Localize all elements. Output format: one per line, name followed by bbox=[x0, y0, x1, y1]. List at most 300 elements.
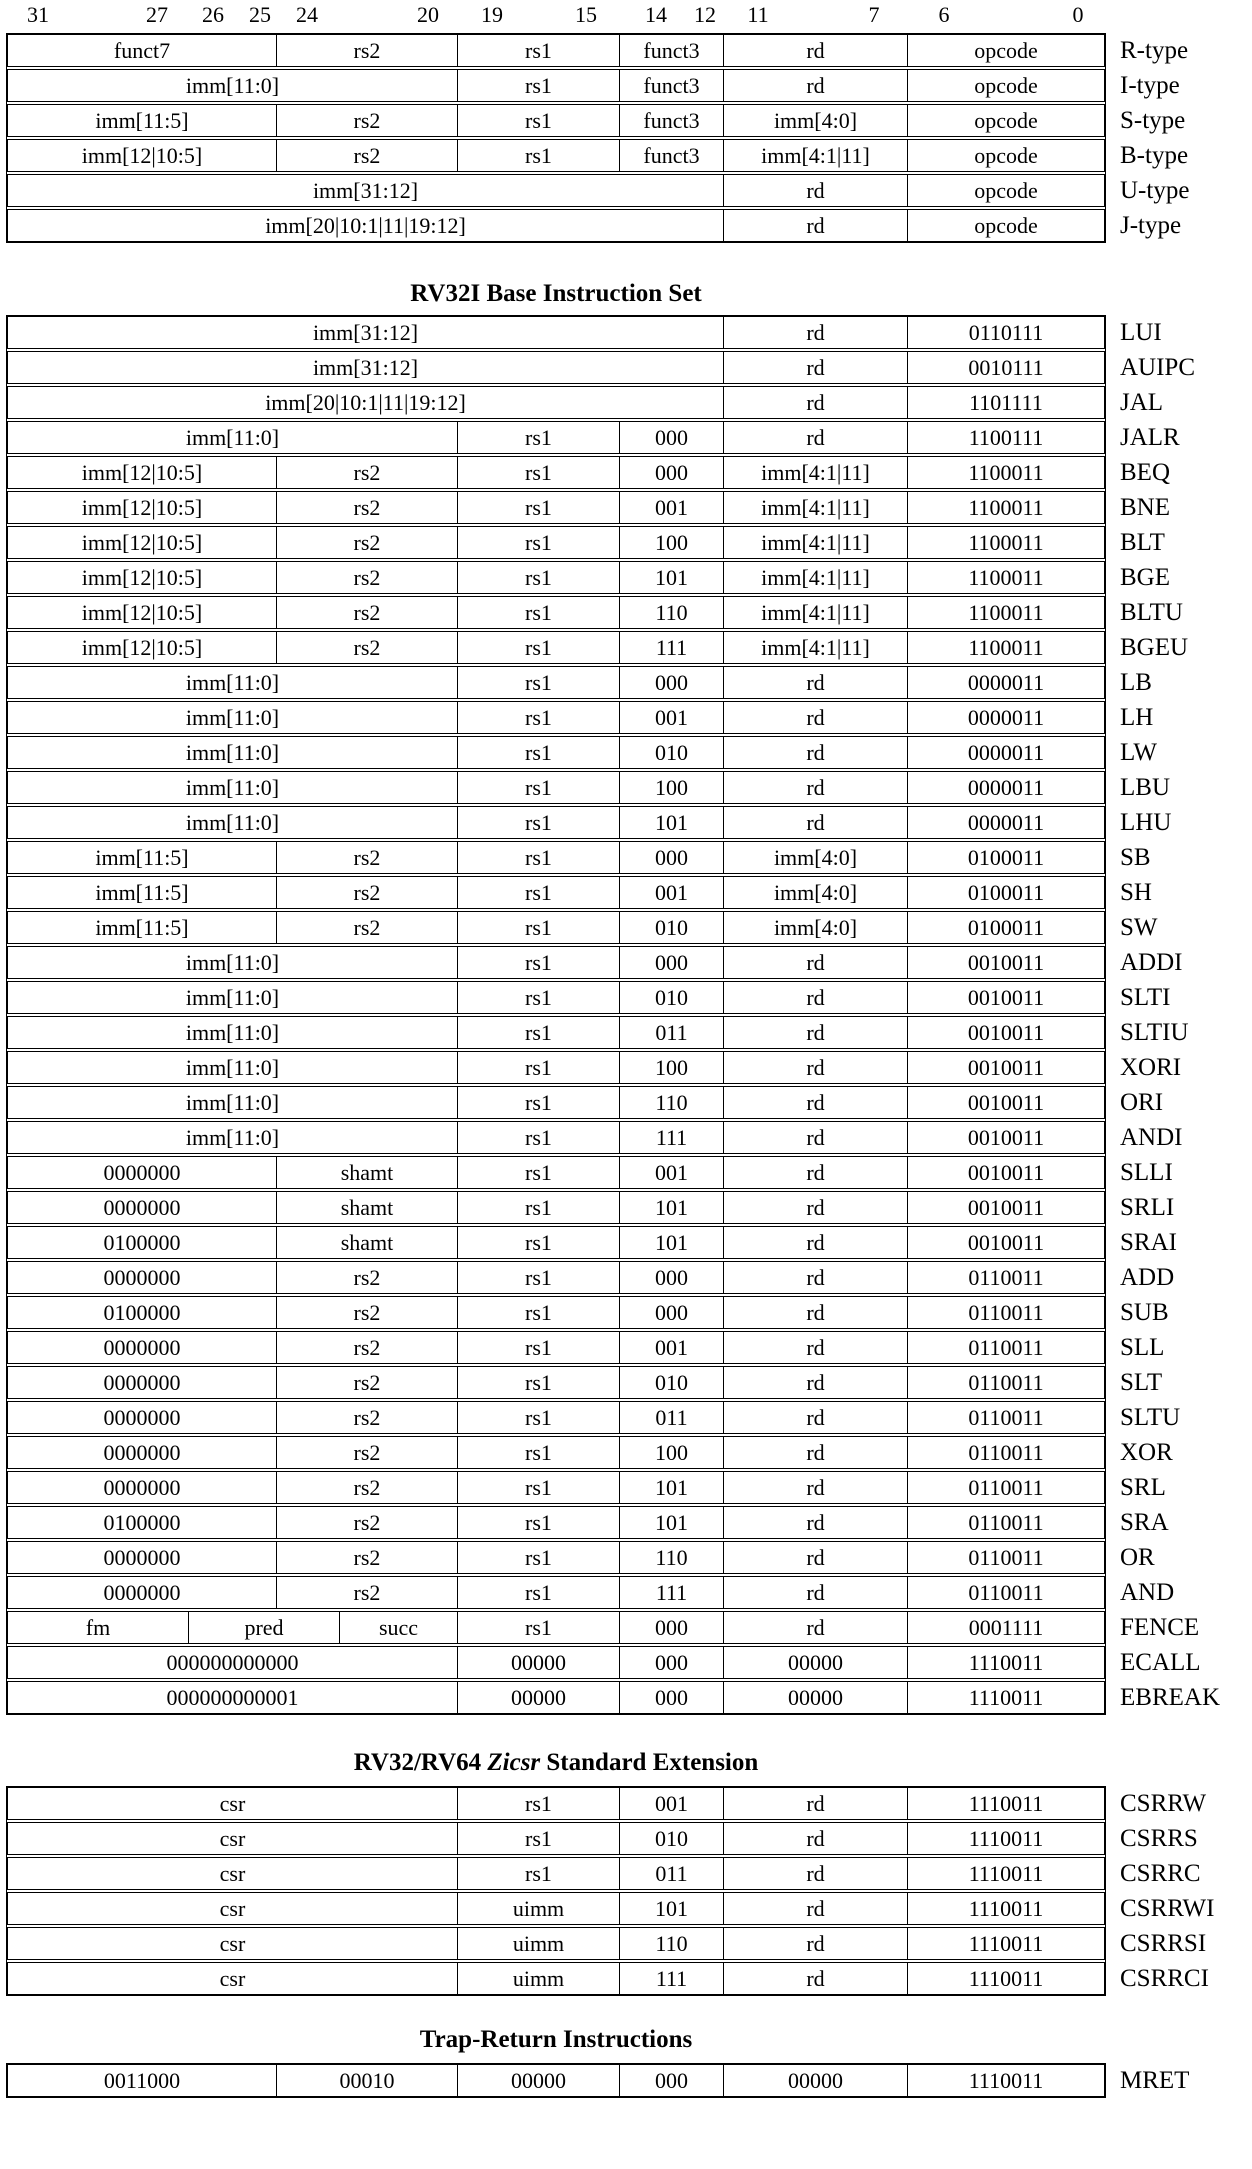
field-cell-op: 0000011 bbox=[907, 737, 1104, 768]
bit-tick-6: 6 bbox=[938, 2, 950, 27]
field-cell-f7: funct7 bbox=[113, 38, 171, 63]
field-cell-op: 0110011 bbox=[907, 1332, 1104, 1363]
field-cell-rd: rd bbox=[723, 1367, 907, 1398]
field-cell-rs1: rs1 bbox=[457, 1507, 619, 1538]
instruction-name-label: EBREAK bbox=[1120, 1684, 1220, 1711]
field-cell-f7: imm[12|10:5] bbox=[81, 143, 203, 168]
field-cell-rd: rd bbox=[723, 422, 907, 453]
field-cell-f7: 0011000 bbox=[103, 2068, 181, 2093]
field-cell-rs1: rs1 bbox=[457, 1788, 619, 1819]
field-cell-f7: imm[12|10:5] bbox=[81, 530, 203, 555]
field-cell-i12: imm[11:0] bbox=[185, 425, 280, 450]
field-cell-rs1: rs1 bbox=[457, 562, 619, 593]
instruction-tables bbox=[6, 33, 1220, 2098]
field-cell-f7: 0000000 bbox=[103, 1440, 181, 1465]
field-cell-rs2: 00010 bbox=[276, 2065, 457, 2096]
field-cell-op: 1110011 bbox=[907, 1682, 1104, 1713]
title-part: Trap-Return Instructions bbox=[419, 2026, 693, 2053]
field-cell-rs1: 00000 bbox=[457, 1682, 619, 1713]
field-cell-op: 1110011 bbox=[907, 1647, 1104, 1678]
field-cell-rd: rd bbox=[723, 387, 907, 418]
bit-position-ruler bbox=[0, 0, 1252, 33]
field-cell-op: 0010011 bbox=[907, 1017, 1104, 1048]
field-cell-rs2: rs2 bbox=[276, 527, 457, 558]
field-cell-rs1: rs1 bbox=[457, 1823, 619, 1854]
field-cell-op: 1110011 bbox=[907, 1928, 1104, 1959]
field-cell-rs1: rs1 bbox=[457, 422, 619, 453]
field-cell-op: opcode bbox=[907, 35, 1104, 66]
field-cell-rs1: rs1 bbox=[457, 492, 619, 523]
field-cell-rd: rd bbox=[723, 1612, 907, 1643]
bit-tick-12: 12 bbox=[694, 2, 716, 27]
field-cell-i20: imm[31:12] bbox=[312, 178, 419, 203]
field-cell-rs1: rs1 bbox=[457, 1402, 619, 1433]
instruction-name-label: SLTIU bbox=[1120, 1019, 1189, 1046]
field-cell-rs1: rs1 bbox=[457, 807, 619, 838]
instruction-name-label: SH bbox=[1120, 879, 1152, 906]
bit-tick-26: 26 bbox=[202, 2, 224, 27]
field-cell-op: 1100011 bbox=[907, 632, 1104, 663]
field-cell-rs2: rs2 bbox=[276, 1577, 457, 1608]
field-cell-rd: rd bbox=[723, 352, 907, 383]
instruction-row-sw bbox=[7, 911, 1158, 944]
instruction-name-label: CSRRCI bbox=[1120, 1965, 1209, 1992]
instruction-name-label: CSRRW bbox=[1120, 1790, 1207, 1817]
field-cell-f3: 001 bbox=[619, 492, 723, 523]
field-cell-rs2: rs2 bbox=[276, 1472, 457, 1503]
field-cell-op: 0110011 bbox=[907, 1437, 1104, 1468]
instruction-row-sub bbox=[7, 1296, 1169, 1329]
field-cell-f7: 0000000 bbox=[103, 1545, 181, 1570]
instruction-row-lb bbox=[7, 666, 1152, 699]
field-cell-rs2: rs2 bbox=[276, 1332, 457, 1363]
field-cell-f3: 110 bbox=[619, 1542, 723, 1573]
field-cell-rs1: rs1 bbox=[457, 140, 619, 171]
field-cell-f3: funct3 bbox=[619, 70, 723, 101]
field-cell-rs2: rs2 bbox=[276, 1437, 457, 1468]
field-cell-rs2: rs2 bbox=[276, 1542, 457, 1573]
field-cell-f3: funct3 bbox=[619, 140, 723, 171]
bit-tick-19: 19 bbox=[481, 2, 503, 27]
field-cell-rs2: rs2 bbox=[276, 912, 457, 943]
instruction-row-bge bbox=[7, 561, 1170, 594]
title-part: RV32/RV64 bbox=[353, 1749, 488, 1776]
field-cell-rs1: rs1 bbox=[457, 1017, 619, 1048]
field-cell-rs1: rs1 bbox=[457, 1122, 619, 1153]
field-cell-rd: rd bbox=[723, 1052, 907, 1083]
field-cell-op: 1100011 bbox=[907, 562, 1104, 593]
field-cell-rd: imm[4:0] bbox=[723, 912, 907, 943]
field-cell-rs1: rs1 bbox=[457, 912, 619, 943]
field-cell-rd: rd bbox=[723, 70, 907, 101]
field-cell-f7: imm[12|10:5] bbox=[81, 600, 203, 625]
field-cell-i12: 000000000001 bbox=[166, 1685, 299, 1710]
table-formats bbox=[6, 33, 1190, 243]
instruction-row-fence bbox=[7, 1611, 1200, 1644]
field-cell-rs1: rs1 bbox=[457, 947, 619, 978]
field-cell-op: 1100011 bbox=[907, 527, 1104, 558]
field-cell-rd: rd bbox=[723, 1157, 907, 1188]
field-cell-f3: 101 bbox=[619, 1227, 723, 1258]
instruction-row-csrrc bbox=[7, 1857, 1201, 1890]
field-cell-rd: imm[4:1|11] bbox=[723, 527, 907, 558]
instruction-name-label: LB bbox=[1120, 669, 1152, 696]
instruction-row-mret bbox=[7, 2064, 1190, 2097]
field-cell-i12: imm[11:0] bbox=[185, 985, 280, 1010]
field-cell-rd: rd bbox=[723, 807, 907, 838]
field-cell-f3: 001 bbox=[619, 1332, 723, 1363]
instruction-name-label: LBU bbox=[1120, 774, 1170, 801]
field-cell-op: 1100011 bbox=[907, 457, 1104, 488]
instruction-name-label: SUB bbox=[1120, 1299, 1169, 1326]
field-cell-f3: funct3 bbox=[619, 105, 723, 136]
field-cell-i12: imm[11:0] bbox=[185, 775, 280, 800]
instruction-row-jalr bbox=[7, 421, 1180, 454]
field-cell-rs2: rs2 bbox=[276, 1507, 457, 1538]
field-cell-rd: rd bbox=[723, 702, 907, 733]
field-cell-f3: 010 bbox=[619, 912, 723, 943]
table-rv32i bbox=[6, 315, 1220, 1715]
instruction-name-label: BEQ bbox=[1120, 459, 1170, 486]
field-cell-rs1: rs1 bbox=[457, 1052, 619, 1083]
field-cell-f3: 000 bbox=[619, 842, 723, 873]
field-cell-rs2: rs2 bbox=[276, 632, 457, 663]
field-cell-rd: rd bbox=[723, 1192, 907, 1223]
bit-tick-31: 31 bbox=[27, 2, 49, 27]
field-cell-rs1: rs1 bbox=[457, 1262, 619, 1293]
field-cell-rs1: rs1 bbox=[457, 597, 619, 628]
field-cell-op: 0010011 bbox=[907, 1122, 1104, 1153]
field-cell-f7: imm[11:5] bbox=[95, 845, 189, 870]
instruction-name-label: LUI bbox=[1120, 319, 1162, 346]
field-cell-rd: rd bbox=[723, 1297, 907, 1328]
instruction-name-label: AND bbox=[1120, 1579, 1175, 1606]
field-cell-op: 0110011 bbox=[907, 1262, 1104, 1293]
instruction-name-label: ADDI bbox=[1120, 949, 1183, 976]
field-cell-f3: 100 bbox=[619, 527, 723, 558]
instruction-name-label: J-type bbox=[1120, 212, 1182, 239]
field-cell-rs1: rs1 bbox=[457, 877, 619, 908]
field-cell-rd: rd bbox=[723, 1122, 907, 1153]
instruction-row-lhu bbox=[7, 806, 1172, 839]
instruction-name-label: ORI bbox=[1120, 1089, 1164, 1116]
field-cell-rd: rd bbox=[723, 1542, 907, 1573]
field-cell-op: 0000011 bbox=[907, 667, 1104, 698]
field-cell-i12: imm[11:0] bbox=[185, 1090, 280, 1115]
bit-tick-7: 7 bbox=[868, 2, 880, 27]
field-cell-op: 0000011 bbox=[907, 772, 1104, 803]
instruction-row-r-type bbox=[7, 34, 1189, 67]
field-cell-succ: succ bbox=[339, 1612, 457, 1643]
instruction-name-label: SRL bbox=[1120, 1474, 1166, 1501]
field-cell-pred: pred bbox=[188, 1612, 339, 1643]
field-cell-rd: rd bbox=[723, 737, 907, 768]
field-cell-rs2: rs2 bbox=[276, 842, 457, 873]
bit-tick-0: 0 bbox=[1072, 2, 1084, 27]
field-cell-op: opcode bbox=[907, 105, 1104, 136]
field-cell-rd: rd bbox=[723, 1963, 907, 1994]
field-cell-i12: csr bbox=[219, 1931, 246, 1956]
field-cell-rd: rd bbox=[723, 175, 907, 206]
field-cell-rd: rd bbox=[723, 1332, 907, 1363]
field-cell-op: 0110011 bbox=[907, 1542, 1104, 1573]
field-cell-op: 1101111 bbox=[907, 387, 1104, 418]
field-cell-f3: 101 bbox=[619, 562, 723, 593]
instruction-name-label: ECALL bbox=[1120, 1649, 1201, 1676]
instruction-name-label: LW bbox=[1120, 739, 1158, 766]
field-cell-rs2: rs2 bbox=[276, 1367, 457, 1398]
field-cell-f7: imm[11:5] bbox=[95, 108, 189, 133]
field-cell-rs1: rs1 bbox=[457, 667, 619, 698]
field-cell-f3: 000 bbox=[619, 1612, 723, 1643]
instruction-row-b-type bbox=[7, 139, 1189, 172]
instruction-row-lh bbox=[7, 701, 1154, 734]
title-part: RV32I Base Instruction Set bbox=[410, 280, 702, 307]
field-cell-i20: imm[31:12] bbox=[312, 355, 419, 380]
instruction-name-label: BGE bbox=[1120, 564, 1170, 591]
field-cell-op: 0110011 bbox=[907, 1577, 1104, 1608]
bit-tick-20: 20 bbox=[417, 2, 439, 27]
instruction-name-label: JALR bbox=[1120, 424, 1180, 451]
field-cell-rs2: shamt bbox=[276, 1157, 457, 1188]
field-cell-rd: rd bbox=[723, 772, 907, 803]
instruction-row-bgeu bbox=[7, 631, 1189, 664]
field-cell-rs2: rs2 bbox=[276, 1262, 457, 1293]
title-part: Standard Extension bbox=[540, 1749, 759, 1776]
field-cell-f3: 011 bbox=[619, 1017, 723, 1048]
instruction-row-lbu bbox=[7, 771, 1170, 804]
field-cell-f3: 110 bbox=[619, 1087, 723, 1118]
instruction-name-label: CSRRWI bbox=[1120, 1895, 1215, 1922]
instruction-row-jal bbox=[7, 386, 1164, 419]
field-cell-op: 0010011 bbox=[907, 1227, 1104, 1258]
instruction-name-label: CSRRC bbox=[1120, 1860, 1201, 1887]
field-cell-f3: 000 bbox=[619, 667, 723, 698]
field-cell-rs2: rs2 bbox=[276, 877, 457, 908]
instruction-name-label: SW bbox=[1120, 914, 1158, 941]
instruction-name-label: SLT bbox=[1120, 1369, 1163, 1396]
instruction-name-label: CSRRSI bbox=[1120, 1930, 1207, 1957]
field-cell-f7: imm[11:5] bbox=[95, 915, 189, 940]
field-cell-rs1: uimm bbox=[457, 1893, 619, 1924]
instruction-row-ebreak bbox=[7, 1681, 1220, 1714]
field-cell-rs2: rs2 bbox=[276, 597, 457, 628]
field-cell-op: 1110011 bbox=[907, 1823, 1104, 1854]
field-cell-op: 1110011 bbox=[907, 2065, 1104, 2096]
field-cell-rd: rd bbox=[723, 1402, 907, 1433]
field-cell-rd: rd bbox=[723, 1017, 907, 1048]
field-cell-i12: imm[11:0] bbox=[185, 73, 280, 98]
instruction-row-xori bbox=[7, 1051, 1182, 1084]
field-cell-rd: rd bbox=[723, 1788, 907, 1819]
instruction-name-label: XORI bbox=[1120, 1054, 1182, 1081]
instruction-row-xor bbox=[7, 1436, 1173, 1469]
field-cell-rs2: rs2 bbox=[276, 492, 457, 523]
field-cell-rd: imm[4:0] bbox=[723, 842, 907, 873]
field-cell-f3: 111 bbox=[619, 1122, 723, 1153]
field-cell-f7: 0000000 bbox=[103, 1475, 181, 1500]
field-cell-rs2: shamt bbox=[276, 1227, 457, 1258]
field-cell-rs1: rs1 bbox=[457, 1542, 619, 1573]
field-cell-rs1: rs1 bbox=[457, 1472, 619, 1503]
field-cell-rs1: rs1 bbox=[457, 1332, 619, 1363]
instruction-name-label: SLTU bbox=[1120, 1404, 1181, 1431]
field-cell-i20: imm[20|10:1|11|19:12] bbox=[265, 213, 466, 238]
instruction-row-slti bbox=[7, 981, 1171, 1014]
instruction-row-csrrs bbox=[7, 1822, 1198, 1855]
field-cell-f3: funct3 bbox=[619, 35, 723, 66]
field-cell-op: opcode bbox=[907, 175, 1104, 206]
field-cell-f3: 111 bbox=[619, 1577, 723, 1608]
instruction-name-label: OR bbox=[1120, 1544, 1155, 1571]
field-cell-rs1: rs1 bbox=[457, 702, 619, 733]
field-cell-rs2: rs2 bbox=[276, 562, 457, 593]
field-cell-f3: 000 bbox=[619, 1682, 723, 1713]
field-cell-rs1: rs1 bbox=[457, 1192, 619, 1223]
field-cell-f3: 111 bbox=[619, 1963, 723, 1994]
field-cell-op: 0110011 bbox=[907, 1297, 1104, 1328]
instruction-row-sltu bbox=[7, 1401, 1181, 1434]
bit-tick-25: 25 bbox=[249, 2, 271, 27]
instruction-row-i-type bbox=[7, 69, 1180, 102]
section-title-rv32i bbox=[6, 279, 1106, 309]
instruction-row-u-type bbox=[7, 174, 1190, 207]
field-cell-i12: csr bbox=[219, 1896, 246, 1921]
field-cell-rs2: rs2 bbox=[276, 35, 457, 66]
field-cell-rd: rd bbox=[723, 317, 907, 348]
field-cell-rs1: rs1 bbox=[457, 457, 619, 488]
bit-tick-11: 11 bbox=[747, 2, 769, 27]
instruction-row-and bbox=[7, 1576, 1175, 1609]
field-cell-rd: rd bbox=[723, 667, 907, 698]
field-cell-f3: 010 bbox=[619, 982, 723, 1013]
field-cell-f3: 001 bbox=[619, 877, 723, 908]
field-cell-i12: imm[11:0] bbox=[185, 950, 280, 975]
instruction-row-lw bbox=[7, 736, 1158, 769]
instruction-name-label: AUIPC bbox=[1120, 354, 1196, 381]
field-cell-rs1: rs1 bbox=[457, 527, 619, 558]
field-cell-f3: 101 bbox=[619, 1507, 723, 1538]
field-cell-i20: imm[20|10:1|11|19:12] bbox=[265, 390, 466, 415]
field-cell-rs1: rs1 bbox=[457, 737, 619, 768]
field-cell-f3: 001 bbox=[619, 1788, 723, 1819]
title-italic-part: Zicsr bbox=[487, 1749, 541, 1776]
field-cell-i12: csr bbox=[219, 1826, 246, 1851]
instruction-name-label: BNE bbox=[1120, 494, 1170, 521]
field-cell-f3: 001 bbox=[619, 702, 723, 733]
field-cell-op: 1100011 bbox=[907, 492, 1104, 523]
field-cell-op: 0110011 bbox=[907, 1402, 1104, 1433]
field-cell-i12: imm[11:0] bbox=[185, 670, 280, 695]
instruction-name-label: BLTU bbox=[1120, 599, 1183, 626]
field-cell-f3: 110 bbox=[619, 1928, 723, 1959]
field-cell-i12: csr bbox=[219, 1861, 246, 1886]
field-cell-f7: 0000000 bbox=[103, 1370, 181, 1395]
field-cell-f3: 101 bbox=[619, 807, 723, 838]
instruction-row-lui bbox=[7, 316, 1162, 349]
field-cell-f7: imm[12|10:5] bbox=[81, 635, 203, 660]
field-cell-rd: rd bbox=[723, 1472, 907, 1503]
field-cell-rs1: rs1 bbox=[457, 1858, 619, 1889]
instruction-row-beq bbox=[7, 456, 1170, 489]
field-cell-op: 1100011 bbox=[907, 597, 1104, 628]
field-cell-rs2: rs2 bbox=[276, 457, 457, 488]
field-cell-rs1: rs1 bbox=[457, 70, 619, 101]
field-cell-op: 0110011 bbox=[907, 1507, 1104, 1538]
field-cell-f3: 010 bbox=[619, 737, 723, 768]
field-cell-rs2: rs2 bbox=[276, 1297, 457, 1328]
instruction-name-label: R-type bbox=[1120, 37, 1189, 64]
field-cell-f3: 011 bbox=[619, 1858, 723, 1889]
instruction-name-label: BGEU bbox=[1120, 634, 1189, 661]
field-cell-rd: rd bbox=[723, 947, 907, 978]
instruction-row-sh bbox=[7, 876, 1152, 909]
field-cell-rd: rd bbox=[723, 1577, 907, 1608]
field-cell-i12: imm[11:0] bbox=[185, 705, 280, 730]
instruction-name-label: SLLI bbox=[1120, 1159, 1173, 1186]
field-cell-rd: imm[4:0] bbox=[723, 877, 907, 908]
field-cell-rd: imm[4:1|11] bbox=[723, 632, 907, 663]
instruction-row-bltu bbox=[7, 596, 1183, 629]
field-cell-rd: imm[4:1|11] bbox=[723, 562, 907, 593]
field-cell-op: 0100011 bbox=[907, 877, 1104, 908]
field-cell-rs1: rs1 bbox=[457, 632, 619, 663]
bit-tick-27: 27 bbox=[146, 2, 168, 27]
field-cell-op: 0100011 bbox=[907, 912, 1104, 943]
field-cell-op: 0110011 bbox=[907, 1367, 1104, 1398]
field-cell-i12: csr bbox=[219, 1791, 246, 1816]
instruction-row-slt bbox=[7, 1366, 1163, 1399]
instruction-name-label: ADD bbox=[1120, 1264, 1175, 1291]
instruction-name-label: MRET bbox=[1120, 2067, 1190, 2094]
instruction-row-sltiu bbox=[7, 1016, 1189, 1049]
field-cell-f3: 000 bbox=[619, 422, 723, 453]
field-cell-op: 0010011 bbox=[907, 1157, 1104, 1188]
instruction-row-addi bbox=[7, 946, 1183, 979]
field-cell-rs1: rs1 bbox=[457, 1577, 619, 1608]
field-cell-rd: 00000 bbox=[723, 1682, 907, 1713]
field-cell-rd: imm[4:1|11] bbox=[723, 492, 907, 523]
field-cell-f3: 000 bbox=[619, 457, 723, 488]
instruction-row-csrrwi bbox=[7, 1892, 1215, 1925]
field-cell-f7: 0100000 bbox=[103, 1510, 181, 1535]
field-cell-f7: imm[12|10:5] bbox=[81, 565, 203, 590]
field-cell-op: opcode bbox=[907, 70, 1104, 101]
field-cell-op: 0001111 bbox=[907, 1612, 1104, 1643]
field-cell-f7: 0100000 bbox=[103, 1300, 181, 1325]
field-cell-op: 0110011 bbox=[907, 1472, 1104, 1503]
field-cell-rd: rd bbox=[723, 1893, 907, 1924]
instruction-name-label: SRAI bbox=[1120, 1229, 1177, 1256]
field-cell-op: 0110111 bbox=[907, 317, 1104, 348]
instruction-row-slli bbox=[7, 1156, 1173, 1189]
field-cell-rd: rd bbox=[723, 982, 907, 1013]
field-cell-rs1: rs1 bbox=[457, 1227, 619, 1258]
field-cell-rs2: shamt bbox=[276, 1192, 457, 1223]
instruction-row-sll bbox=[7, 1331, 1165, 1364]
field-cell-op: opcode bbox=[907, 140, 1104, 171]
field-cell-rd: imm[4:0] bbox=[723, 105, 907, 136]
field-cell-rs1: rs1 bbox=[457, 35, 619, 66]
field-cell-f7: 0000000 bbox=[103, 1160, 181, 1185]
instruction-row-srl bbox=[7, 1471, 1166, 1504]
instruction-name-label: XOR bbox=[1120, 1439, 1173, 1466]
field-cell-op: 1110011 bbox=[907, 1858, 1104, 1889]
field-cell-rs1: rs1 bbox=[457, 1367, 619, 1398]
instruction-name-label: SRLI bbox=[1120, 1194, 1175, 1221]
field-cell-rd: rd bbox=[723, 1227, 907, 1258]
field-cell-rs2: rs2 bbox=[276, 105, 457, 136]
